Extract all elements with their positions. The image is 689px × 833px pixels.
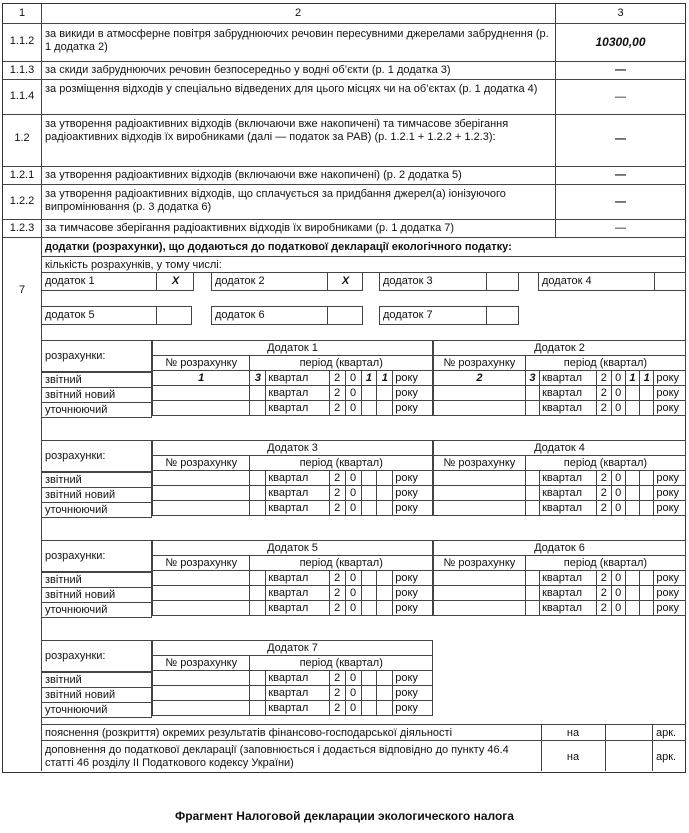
row-type-label: звітний новий (45, 389, 116, 401)
year-digit: 0 (345, 601, 361, 616)
year-digit: 2 (329, 401, 345, 416)
quarter-cell[interactable] (250, 386, 266, 401)
num-header: № розрахунку (434, 456, 526, 471)
quarter-cell[interactable] (525, 586, 539, 601)
roku-label: року (393, 701, 433, 716)
row-value: — (615, 133, 626, 145)
year-digit: 2 (597, 601, 611, 616)
footer-na: на (566, 751, 580, 763)
year-digit-input[interactable] (640, 571, 654, 586)
calc-label: розрахунки: (45, 350, 106, 362)
year-digit-input[interactable] (640, 601, 654, 616)
header-col1: 1 (18, 7, 26, 19)
kvartal-label: квартал (266, 671, 329, 686)
quarter-cell[interactable] (250, 701, 266, 716)
roku-label: року (654, 486, 686, 501)
year-digit: 2 (597, 586, 611, 601)
year-digit: 2 (597, 486, 611, 501)
roku-label: року (393, 571, 433, 586)
year-digit: 0 (345, 486, 361, 501)
quarter-cell[interactable] (525, 401, 539, 416)
kvartal-label: квартал (266, 471, 329, 486)
kvartal-label: квартал (266, 601, 329, 616)
row-type-label: уточнюючий (45, 604, 108, 616)
row-type-label: звітний новий (45, 589, 116, 601)
row-type-cell (41, 587, 152, 603)
kvartal-label: квартал (540, 601, 597, 616)
kvartal-label: квартал (266, 501, 329, 516)
year-digit-input[interactable]: 1 (640, 371, 654, 386)
period-header: період (квартал) (525, 456, 685, 471)
year-digit: 0 (345, 671, 361, 686)
row-type-cell (41, 572, 152, 588)
year-digit-input[interactable] (377, 671, 393, 686)
calc-block-table (433, 440, 686, 516)
roku-label: року (654, 571, 686, 586)
year-digit: 2 (329, 486, 345, 501)
roku-label: року (393, 471, 433, 486)
roku-label: року (393, 686, 433, 701)
period-header: період (квартал) (525, 556, 685, 571)
quarter-cell[interactable] (250, 401, 266, 416)
kvartal-label: квартал (266, 486, 329, 501)
year-digit: 2 (597, 386, 611, 401)
row-text: за розміщення відходів у спеціально відведених для цього місцях чи на об’єктах (р. 1 додатка 4) (45, 83, 538, 95)
year-digit-input[interactable]: 1 (625, 371, 639, 386)
calc-number-cell[interactable] (153, 471, 250, 486)
calc-number-cell[interactable] (153, 671, 250, 686)
quarter-cell[interactable] (525, 486, 539, 501)
kvartal-label: квартал (540, 401, 597, 416)
row-text: за викиди в атмосферне повітря забруднюючих речовин пересувними джерелами забруднення (р. 1 додатка 2) (45, 28, 549, 53)
row-value: — (615, 169, 626, 181)
calc-label: розрахунки: (45, 450, 106, 462)
kvartal-label: квартал (540, 586, 597, 601)
calc-number-cell[interactable] (434, 471, 526, 486)
year-digit: 0 (345, 386, 361, 401)
year-digit: 0 (345, 471, 361, 486)
num-header: № розрахунку (153, 556, 250, 571)
year-digit-input[interactable] (640, 586, 654, 601)
row-num: 1.2.2 (9, 195, 35, 207)
year-digit-input[interactable] (377, 701, 393, 716)
header-col3: 3 (617, 7, 624, 19)
year-digit-input[interactable] (625, 571, 639, 586)
year-digit-input[interactable] (361, 401, 377, 416)
calc-block-table (433, 540, 686, 616)
year-digit: 0 (611, 501, 625, 516)
num-header: № розрахунку (153, 356, 250, 371)
calc-number-cell[interactable] (434, 586, 526, 601)
kvartal-label: квартал (266, 586, 329, 601)
year-digit: 2 (329, 586, 345, 601)
year-digit-input[interactable] (377, 571, 393, 586)
kvartal-label: квартал (266, 571, 329, 586)
footer-ark: арк. (656, 751, 677, 763)
year-digit: 2 (329, 601, 345, 616)
calc-number-cell[interactable] (434, 501, 526, 516)
year-digit-input[interactable] (361, 486, 377, 501)
quarter-cell[interactable] (250, 501, 266, 516)
calc-block-title: Додаток 7 (153, 641, 433, 656)
kvartal-label: квартал (540, 571, 597, 586)
year-digit: 0 (611, 586, 625, 601)
year-digit-input[interactable] (625, 471, 639, 486)
year-digit: 2 (597, 501, 611, 516)
year-digit-input[interactable] (377, 486, 393, 501)
quarter-cell[interactable] (250, 471, 266, 486)
calc-label-cell (41, 540, 152, 572)
quarter-cell[interactable] (250, 586, 266, 601)
calc-label-cell (41, 340, 152, 372)
calc-block-table (152, 340, 433, 416)
row-type-cell (41, 702, 152, 718)
calc-block-title: Додаток 5 (153, 541, 433, 556)
annex-label: додаток 6 (215, 309, 265, 321)
calc-number-cell[interactable] (153, 701, 250, 716)
calc-label: розрахунки: (45, 650, 106, 662)
year-digit-input[interactable] (361, 671, 377, 686)
year-digit-input[interactable] (625, 501, 639, 516)
year-digit-input[interactable]: 1 (377, 371, 393, 386)
row-value: — (615, 91, 626, 103)
row-value: — (615, 196, 626, 208)
year-digit: 0 (345, 701, 361, 716)
year-digit-input[interactable] (377, 386, 393, 401)
quarter-cell[interactable] (250, 571, 266, 586)
roku-label: року (654, 601, 686, 616)
calc-block-table (433, 340, 686, 416)
calc-number-cell[interactable] (434, 401, 526, 416)
year-digit: 2 (597, 471, 611, 486)
row-value: 10300,00 (595, 35, 646, 49)
calc-number-cell[interactable] (153, 586, 250, 601)
period-header: період (квартал) (250, 556, 433, 571)
row-value: — (615, 64, 626, 76)
kvartal-label: квартал (266, 371, 329, 386)
year-digit-input[interactable] (377, 601, 393, 616)
annex-mark[interactable]: X (341, 275, 350, 287)
year-digit-input[interactable] (640, 386, 654, 401)
year-digit-input[interactable] (640, 401, 654, 416)
annex-label: додаток 3 (383, 275, 433, 287)
roku-label: року (654, 586, 686, 601)
annex-label: додаток 4 (542, 275, 592, 287)
roku-label: року (654, 386, 686, 401)
row-type-label: звітний новий (45, 489, 116, 501)
roku-label: року (393, 671, 433, 686)
year-digit: 0 (345, 586, 361, 601)
period-header: період (квартал) (525, 356, 685, 371)
row-num: 1.2.3 (9, 222, 35, 234)
year-digit-input[interactable] (361, 571, 377, 586)
year-digit-input[interactable] (640, 471, 654, 486)
year-digit-input[interactable] (625, 486, 639, 501)
footer-text: доповнення до податкової декларації (заповнюється і додається відповідно до пункту 46.4 статті 46 розділу II Податкового кодексу України) (45, 744, 509, 769)
year-digit: 0 (345, 501, 361, 516)
kvartal-label: квартал (540, 501, 597, 516)
row-type-cell (41, 502, 152, 518)
section-num: 7 (18, 284, 26, 296)
year-digit-input[interactable] (377, 686, 393, 701)
year-digit: 2 (329, 371, 345, 386)
calc-number-cell[interactable] (153, 401, 250, 416)
kvartal-label: квартал (540, 486, 597, 501)
row-type-cell (41, 472, 152, 488)
kvartal-label: квартал (540, 386, 597, 401)
caption: Фрагмент Налоговой декларации экологического налога (175, 809, 514, 823)
annex-label: додаток 7 (383, 309, 433, 321)
footer-text: пояснення (розкриття) окремих результатів фінансово-господарської діяльності (45, 727, 453, 739)
row-value: — (615, 222, 626, 234)
roku-label: року (393, 501, 433, 516)
quarter-cell[interactable] (525, 501, 539, 516)
roku-label: року (654, 401, 686, 416)
roku-label: року (654, 471, 686, 486)
calc-number-cell[interactable] (153, 686, 250, 701)
year-digit: 2 (329, 386, 345, 401)
row-text: за утворення радіоактивних відходів, що сплачується за придбання джерел(а) іонізуючого випромінювання (р. 3 додатка 6) (45, 188, 506, 213)
year-digit-input[interactable] (377, 501, 393, 516)
footer-na: на (566, 727, 580, 739)
year-digit: 0 (611, 401, 625, 416)
quarter-cell[interactable] (525, 571, 539, 586)
calc-label-cell (41, 440, 152, 472)
roku-label: року (393, 386, 433, 401)
roku-label: року (654, 371, 686, 386)
kvartal-label: квартал (266, 701, 329, 716)
calc-number-cell[interactable] (434, 486, 526, 501)
year-digit: 0 (611, 571, 625, 586)
kvartal-label: квартал (266, 686, 329, 701)
annex-label: додаток 1 (45, 275, 95, 287)
year-digit: 0 (345, 571, 361, 586)
roku-label: року (393, 401, 433, 416)
year-digit-input[interactable] (361, 601, 377, 616)
year-digit: 2 (329, 501, 345, 516)
calc-block-title: Додаток 3 (153, 441, 433, 456)
year-digit-input[interactable] (361, 501, 377, 516)
year-digit: 0 (611, 601, 625, 616)
footer-ark: арк. (656, 727, 677, 739)
year-digit: 0 (611, 386, 625, 401)
calc-block-title: Додаток 4 (434, 441, 686, 456)
num-header: № розрахунку (434, 356, 526, 371)
year-digit: 0 (611, 371, 625, 386)
row-text: за тимчасове зберігання радіоактивних відходів їх виробниками (р. 1 додатка 7) (45, 222, 455, 234)
row-text: за утворення радіоактивних відходів (включаючи вже накопичені) та тимчасове зберігання радіоактивних відходів їх виробниками (далі — податок за РАВ) (р. 1.2.1 + 1.2.2 + 1.2.3): (45, 118, 509, 143)
calc-number-cell[interactable] (434, 386, 526, 401)
row-type-cell (41, 602, 152, 618)
year-digit: 0 (611, 486, 625, 501)
declaration-form (2, 3, 686, 773)
section-title: додатки (розрахунки), що додаються до податкової декларації екологічного податку: (45, 241, 512, 253)
row-num: 1.1.3 (9, 64, 35, 76)
calc-number-cell[interactable]: 2 (434, 371, 526, 386)
row-num: 1.1.2 (9, 35, 35, 47)
year-digit-input[interactable] (361, 686, 377, 701)
year-digit: 2 (329, 471, 345, 486)
calc-block-table (152, 440, 433, 516)
year-digit-input[interactable] (625, 586, 639, 601)
quarter-cell[interactable] (250, 671, 266, 686)
year-digit: 2 (597, 371, 611, 386)
annex-mark[interactable]: X (171, 275, 180, 287)
header-col2: 2 (294, 7, 302, 19)
year-digit: 2 (597, 571, 611, 586)
row-type-label: звітний новий (45, 689, 116, 701)
year-digit: 2 (329, 701, 345, 716)
quarter-cell[interactable] (525, 601, 539, 616)
year-digit-input[interactable] (377, 471, 393, 486)
quarter-cell[interactable]: 3 (525, 371, 539, 386)
kvartal-label: квартал (540, 471, 597, 486)
year-digit: 2 (329, 686, 345, 701)
calc-block-title: Додаток 1 (153, 341, 433, 356)
num-header: № розрахунку (153, 656, 250, 671)
quarter-cell[interactable] (250, 601, 266, 616)
year-digit: 0 (611, 471, 625, 486)
year-digit: 2 (597, 401, 611, 416)
row-type-label: звітний (45, 674, 82, 686)
quarter-cell[interactable] (525, 386, 539, 401)
calc-number-cell[interactable]: 1 (153, 371, 250, 386)
roku-label: року (393, 586, 433, 601)
calc-block-table (152, 540, 433, 616)
year-digit-input[interactable] (640, 486, 654, 501)
kvartal-label: квартал (266, 386, 329, 401)
kvartal-label: квартал (540, 371, 597, 386)
row-type-label: уточнюючий (45, 704, 108, 716)
period-header: період (квартал) (250, 656, 433, 671)
period-header: період (квартал) (250, 456, 433, 471)
calc-number-cell[interactable] (153, 386, 250, 401)
row-num: 1.2 (14, 132, 30, 144)
annex-label: додаток 2 (215, 275, 265, 287)
roku-label: року (393, 601, 433, 616)
year-digit-input[interactable] (361, 701, 377, 716)
calc-number-cell[interactable] (434, 601, 526, 616)
num-header: № розрахунку (153, 456, 250, 471)
calc-block-table (152, 640, 433, 716)
year-digit-input[interactable] (361, 386, 377, 401)
kvartal-label: квартал (266, 401, 329, 416)
year-digit-input[interactable] (640, 501, 654, 516)
roku-label: року (393, 371, 433, 386)
quarter-cell[interactable] (250, 486, 266, 501)
year-digit-input[interactable] (625, 401, 639, 416)
row-type-cell (41, 672, 152, 688)
calc-label-cell (41, 640, 152, 672)
quarter-cell[interactable] (525, 471, 539, 486)
row-num: 1.2.1 (9, 169, 35, 181)
year-digit: 0 (345, 686, 361, 701)
year-digit-input[interactable] (377, 401, 393, 416)
year-digit: 2 (329, 571, 345, 586)
count-label: кількість розрахунків, у тому числі: (45, 259, 222, 271)
roku-label: року (393, 486, 433, 501)
quarter-cell[interactable] (250, 686, 266, 701)
year-digit: 0 (345, 371, 361, 386)
row-text: за утворення радіоактивних відходів (включаючи вже накопичені) (р. 2 додатка 5) (45, 169, 462, 181)
row-type-label: уточнюючий (45, 404, 108, 416)
year-digit-input[interactable]: 1 (361, 371, 377, 386)
calc-label: розрахунки: (45, 550, 106, 562)
row-type-cell (41, 372, 152, 388)
row-type-label: уточнюючий (45, 504, 108, 516)
row-text: за скиди забруднюючих речовин безпосередньо у водні об’єкти (р. 1 додатка 3) (45, 64, 451, 76)
year-digit-input[interactable] (361, 471, 377, 486)
year-digit-input[interactable] (625, 386, 639, 401)
quarter-cell[interactable]: 3 (250, 371, 266, 386)
row-type-cell (41, 402, 152, 418)
row-type-cell (41, 687, 152, 703)
annex-label: додаток 5 (45, 309, 95, 321)
row-type-cell (41, 487, 152, 503)
calc-number-cell[interactable] (153, 501, 250, 516)
num-header: № розрахунку (434, 556, 526, 571)
year-digit: 0 (345, 401, 361, 416)
calc-block-title: Додаток 2 (434, 341, 686, 356)
row-type-cell (41, 387, 152, 403)
row-type-label: звітний (45, 474, 82, 486)
row-num: 1.1.4 (9, 90, 35, 102)
row-type-label: звітний (45, 574, 82, 586)
row-type-label: звітний (45, 374, 82, 386)
calc-number-cell[interactable] (153, 571, 250, 586)
year-digit-input[interactable] (377, 586, 393, 601)
roku-label: року (654, 501, 686, 516)
year-digit-input[interactable] (625, 601, 639, 616)
year-digit: 2 (329, 671, 345, 686)
calc-number-cell[interactable] (153, 486, 250, 501)
calc-block-title: Додаток 6 (434, 541, 686, 556)
calc-number-cell[interactable] (434, 571, 526, 586)
calc-number-cell[interactable] (153, 601, 250, 616)
period-header: період (квартал) (250, 356, 433, 371)
year-digit-input[interactable] (361, 586, 377, 601)
